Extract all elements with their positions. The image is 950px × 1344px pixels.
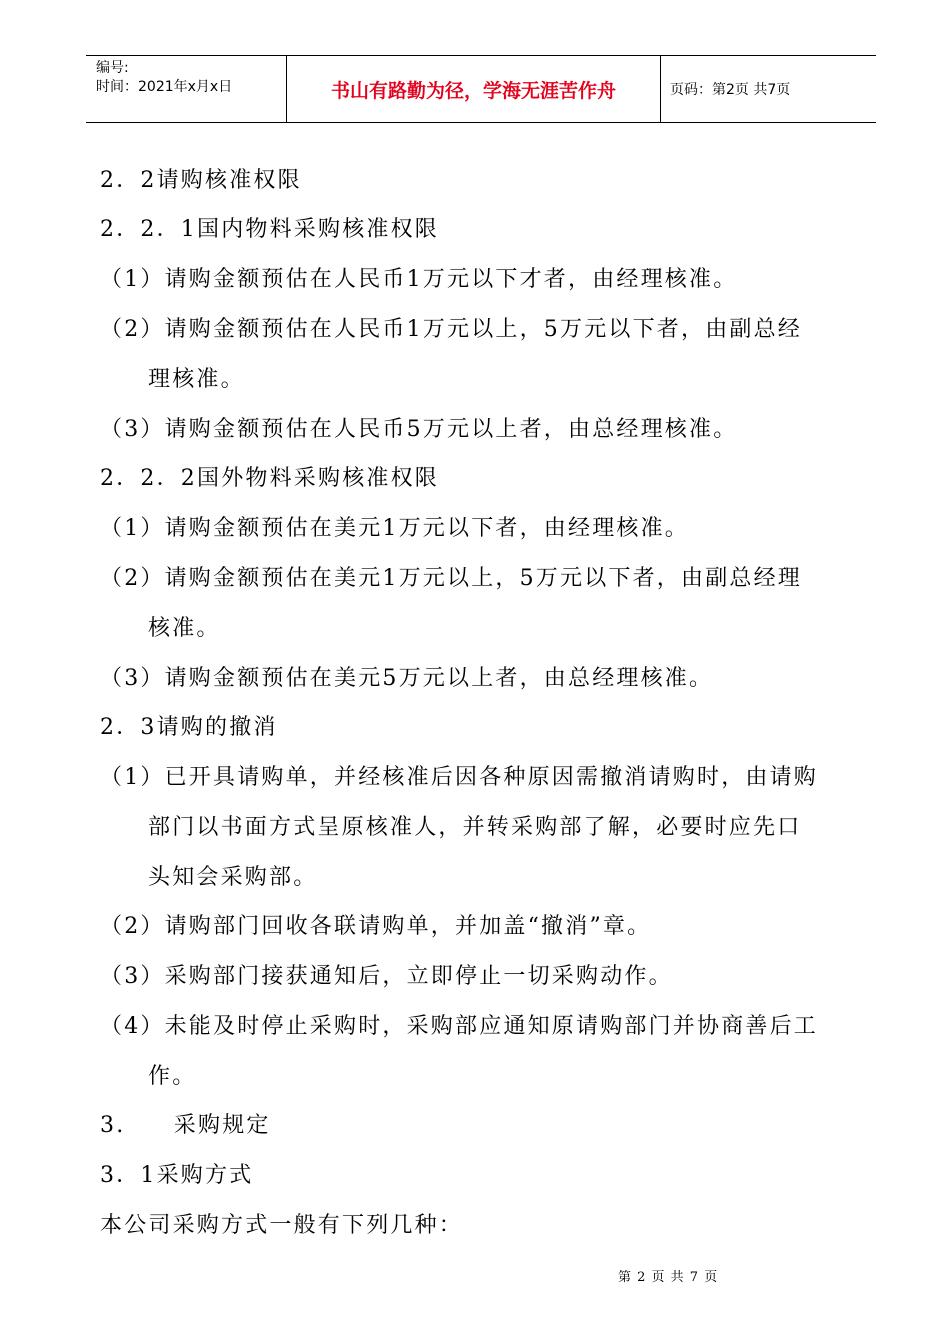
list-item-continuation: 理核准。 — [148, 367, 245, 392]
list-item-continuation: 核准。 — [148, 616, 221, 641]
list-item: （3）请购金额预估在人民币5万元以上者，由总经理核准。 — [100, 417, 738, 442]
section-heading: 2．2请购核准权限 — [100, 168, 302, 193]
header-divider — [660, 56, 661, 122]
list-item: （3）采购部门接获通知后，立即停止一切采购动作。 — [100, 964, 673, 989]
header-motto: 书山有路勤为径，学海无涯苦作舟 — [330, 79, 616, 102]
list-item: （4）未能及时停止采购时，采购部应通知原请购部门并协商善后工 — [100, 1014, 818, 1039]
list-item-continuation: 部门以书面方式呈原核准人，并转采购部了解，必要时应先口 — [148, 815, 802, 840]
subsection-heading: 2．2．2国外物料采购核准权限 — [100, 466, 439, 491]
document-number-label: 编号: — [96, 60, 129, 76]
subsection-heading: 2．2．1国内物料采购核准权限 — [100, 217, 439, 242]
page-footer: 第 2 页 共 7 页 — [618, 1270, 719, 1285]
list-item: （1）请购金额预估在美元1万元以下者，由经理核准。 — [100, 516, 689, 541]
list-item: （2）请购金额预估在人民币1万元以上，5万元以下者，由副总经 — [100, 317, 802, 342]
list-item: （2）请购金额预估在美元1万元以上，5万元以下者，由副总经理 — [100, 566, 802, 591]
section-heading: 3．1采购方式 — [100, 1163, 254, 1188]
list-item: （2）请购部门回收各联请购单，并加盖“撤消”章。 — [100, 914, 652, 939]
list-item-continuation: 头知会采购部。 — [148, 865, 318, 890]
paragraph: 本公司采购方式一般有下列几种： — [100, 1213, 464, 1238]
chapter-heading: 3. 采购规定 — [100, 1113, 271, 1138]
list-item-continuation: 作。 — [148, 1064, 197, 1089]
section-heading: 2．3请购的撤消 — [100, 715, 278, 740]
list-item: （3）请购金额预估在美元5万元以上者，由总经理核准。 — [100, 666, 714, 691]
document-date-label: 时间：2021年x月x日 — [96, 79, 233, 95]
header-page-number: 页码：第2页 共7页 — [670, 82, 791, 98]
page-header — [86, 55, 876, 123]
header-meta — [96, 59, 286, 97]
list-item: （1）已开具请购单，并经核准后因各种原因需撤消请购时，由请购 — [100, 765, 818, 790]
list-item: （1）请购金额预估在人民币1万元以下才者，由经理核准。 — [100, 267, 738, 292]
